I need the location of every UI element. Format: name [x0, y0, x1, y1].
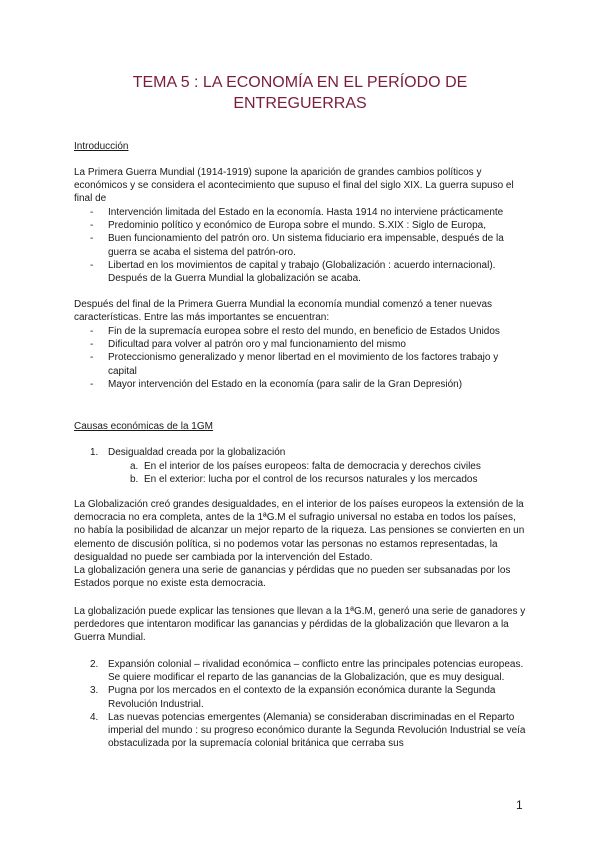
globalization-paragraph-2: La globalización genera una serie de ganancias y pérdidas que no pueden ser subsanadas por los Estados porque no existe esta democracia.	[74, 565, 511, 590]
cause-1-list	[74, 446, 526, 459]
list-item: - Dificultad para volver al patrón oro y mal funcionamiento del mismo	[90, 339, 406, 351]
document-title	[60, 72, 540, 114]
list-item: - Intervención limitada del Estado en la economía. Hasta 1914 no interviene prácticamente	[90, 207, 504, 218]
list-item: b. En el exterior: lucha por el control de los recursos naturales y los mercados	[130, 474, 478, 486]
globalization-paragraph-1: La Globalización creó grandes desigualdades, en el interior de los países europeos la extensión de la democracia no era completa, antes de la 1ªG.M el sufragio universal no estaba en todos los países, no había la posibilidad de alcanzar un mejor reparto de la riqueza. Las pensiones se convierten en un elemento de discusión política, si no podemos votar las personas no estamos representadas, la desigualdad no puede ser cambiada por la intervención del Estado.	[74, 499, 525, 563]
intro-bullet-list	[74, 206, 526, 285]
more-causes-list	[74, 658, 526, 750]
after-war-paragraph: Después del final de la Primera Guerra Mundial la economía mundial comenzó a tener nuevas características. Entre las más importantes se encuentran:	[74, 299, 493, 324]
cause-1-sublist	[74, 460, 526, 486]
list-item: 3. Pugna por los mercados en el contexto de la expansión económica durante la Segunda Revolución Industrial.	[90, 685, 496, 710]
intro-heading: Introducción	[74, 141, 129, 152]
page-number: 1	[516, 798, 523, 812]
tensions-paragraph: La globalización puede explicar las tensiones que llevan a la 1ªG.M, generó una serie de ganadores y perdedores que intentaron modificar las ganancias y pérdidas de la globalización que llevaron a la Guerra Mundial.	[74, 606, 526, 644]
list-item: - Mayor intervención del Estado en la economía (para salir de la Gran Depresión)	[90, 378, 463, 390]
after-war-bullet-list	[74, 325, 526, 391]
causes-heading: Causas económicas de la 1GM	[74, 421, 213, 432]
list-item: - Predominio político y económico de Europa sobre el mundo. S.XIX : Siglo de Europa,	[90, 220, 486, 232]
list-item: - Fin de la supremacía europea sobre el resto del mundo, en beneficio de Estados Unidos	[90, 326, 500, 337]
title-line-2: ENTREGUERRAS	[233, 95, 367, 112]
list-item: 1. Desigualdad creada por la globalización	[90, 447, 286, 458]
list-item: - Proteccionismo generalizado y menor libertad en el movimiento de los factores trabajo y capital	[90, 352, 499, 377]
intro-paragraph: La Primera Guerra Mundial (1914-1919) supone la aparición de grandes cambios políticos y económicos y se considera el acontecimiento que supuso el final del siglo XIX. La guerra supuso el final de	[74, 167, 514, 205]
globalization-paragraph	[74, 498, 526, 590]
title-line-1: TEMA 5 : LA ECONOMÍA EN EL PERÍODO DE	[132, 74, 468, 91]
list-item: - Libertad en los movimientos de capital y trabajo (Globalización : acuerdo internacional). Después de la Guerra Mundial la globalización se acaba.	[90, 259, 496, 285]
list-item: 4. Las nuevas potencias emergentes (Alemania) se consideraban discriminadas en el Reparto imperial del mundo : su progreso económico durante la Segunda Revolución Industrial se veía obstaculizada por la supremacía colonial británica que cerraba sus	[90, 711, 526, 750]
list-item: - Buen funcionamiento del patrón oro. Un sistema fiduciario era impensable, después de la guerra se acaba el sistema del patrón-oro.	[90, 233, 504, 258]
list-item: 2. Expansión colonial – rivalidad económica – conflicto entre las principales potencias europeas. Se quiere modificar el reparto de las ganancias de la Globalización, que es muy desigual.	[90, 659, 524, 684]
list-item: a. En el interior de los países europeos: falta de democracia y derechos civiles	[130, 461, 481, 472]
